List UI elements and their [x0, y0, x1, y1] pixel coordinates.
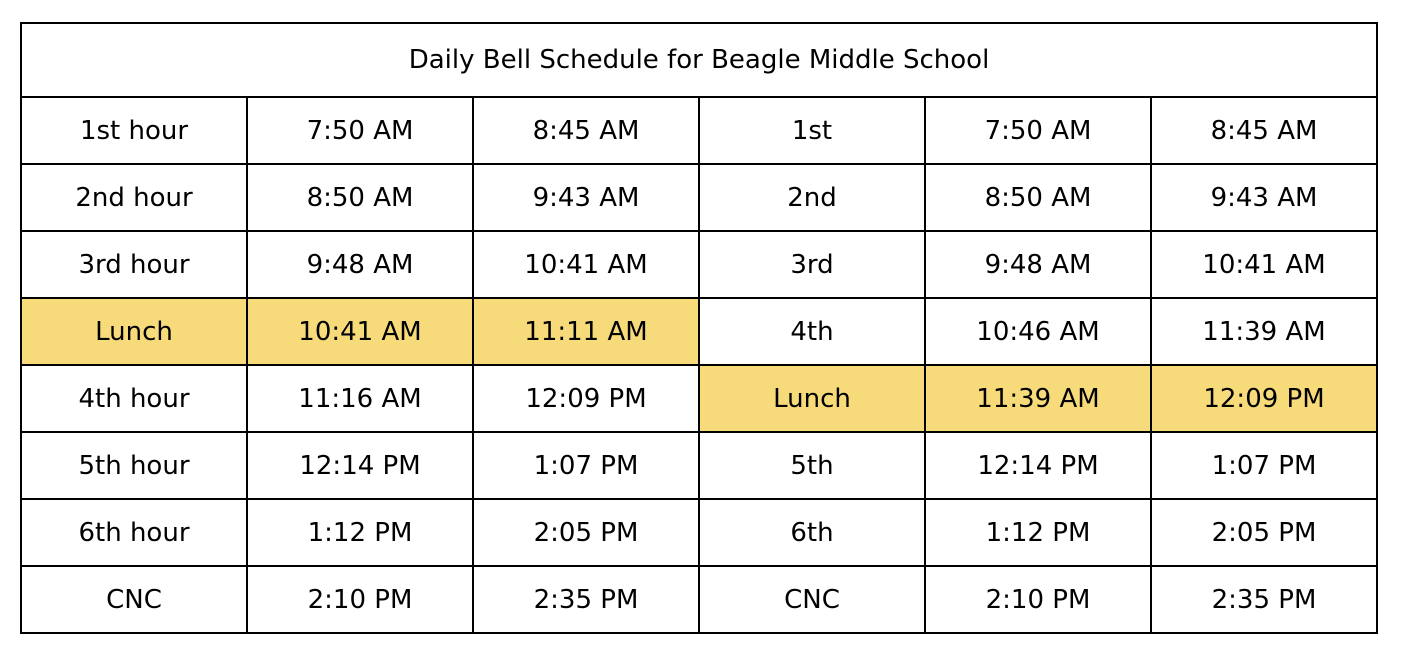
right-start-time: 8:50 AM: [925, 164, 1151, 231]
left-end-time: 10:41 AM: [473, 231, 699, 298]
right-start-time: 10:46 AM: [925, 298, 1151, 365]
table-row: [21, 231, 1377, 298]
left-end-time: 12:09 PM: [473, 365, 699, 432]
table-row: [21, 164, 1377, 231]
table-row: [21, 566, 1377, 633]
right-period-label: 5th: [699, 432, 925, 499]
right-end-time: 9:43 AM: [1151, 164, 1377, 231]
left-start-time: 12:14 PM: [247, 432, 473, 499]
right-period-label: 6th: [699, 499, 925, 566]
right-start-time: 9:48 AM: [925, 231, 1151, 298]
left-period-label: 1st hour: [21, 97, 247, 164]
left-start-time: 2:10 PM: [247, 566, 473, 633]
right-end-time: 2:35 PM: [1151, 566, 1377, 633]
right-period-label: 4th: [699, 298, 925, 365]
schedule-body: [21, 97, 1377, 633]
left-start-time: 8:50 AM: [247, 164, 473, 231]
right-end-time: 11:39 AM: [1151, 298, 1377, 365]
left-period-label: 2nd hour: [21, 164, 247, 231]
left-period-label: CNC: [21, 566, 247, 633]
left-period-label: Lunch: [21, 298, 247, 365]
left-start-time: 1:12 PM: [247, 499, 473, 566]
left-period-label: 4th hour: [21, 365, 247, 432]
left-period-label: 3rd hour: [21, 231, 247, 298]
right-end-time: 12:09 PM: [1151, 365, 1377, 432]
left-end-time: 2:05 PM: [473, 499, 699, 566]
bell-schedule-table: [20, 22, 1378, 634]
right-period-label: 1st: [699, 97, 925, 164]
right-start-time: 1:12 PM: [925, 499, 1151, 566]
table-row: [21, 365, 1377, 432]
right-end-time: 10:41 AM: [1151, 231, 1377, 298]
right-end-time: 1:07 PM: [1151, 432, 1377, 499]
left-end-time: 9:43 AM: [473, 164, 699, 231]
left-end-time: 8:45 AM: [473, 97, 699, 164]
schedule-title: Daily Bell Schedule for Beagle Middle School: [21, 23, 1377, 97]
title-row: [21, 23, 1377, 97]
right-period-label: 2nd: [699, 164, 925, 231]
left-end-time: 1:07 PM: [473, 432, 699, 499]
right-start-time: 12:14 PM: [925, 432, 1151, 499]
right-end-time: 2:05 PM: [1151, 499, 1377, 566]
right-period-label: 3rd: [699, 231, 925, 298]
right-end-time: 8:45 AM: [1151, 97, 1377, 164]
table-row: [21, 298, 1377, 365]
right-period-label: CNC: [699, 566, 925, 633]
right-start-time: 2:10 PM: [925, 566, 1151, 633]
table-row: [21, 499, 1377, 566]
left-start-time: 11:16 AM: [247, 365, 473, 432]
right-start-time: 11:39 AM: [925, 365, 1151, 432]
left-end-time: 2:35 PM: [473, 566, 699, 633]
right-start-time: 7:50 AM: [925, 97, 1151, 164]
left-start-time: 9:48 AM: [247, 231, 473, 298]
left-start-time: 10:41 AM: [247, 298, 473, 365]
right-period-label: Lunch: [699, 365, 925, 432]
left-start-time: 7:50 AM: [247, 97, 473, 164]
table-row: [21, 97, 1377, 164]
left-period-label: 5th hour: [21, 432, 247, 499]
table-row: [21, 432, 1377, 499]
left-end-time: 11:11 AM: [473, 298, 699, 365]
left-period-label: 6th hour: [21, 499, 247, 566]
